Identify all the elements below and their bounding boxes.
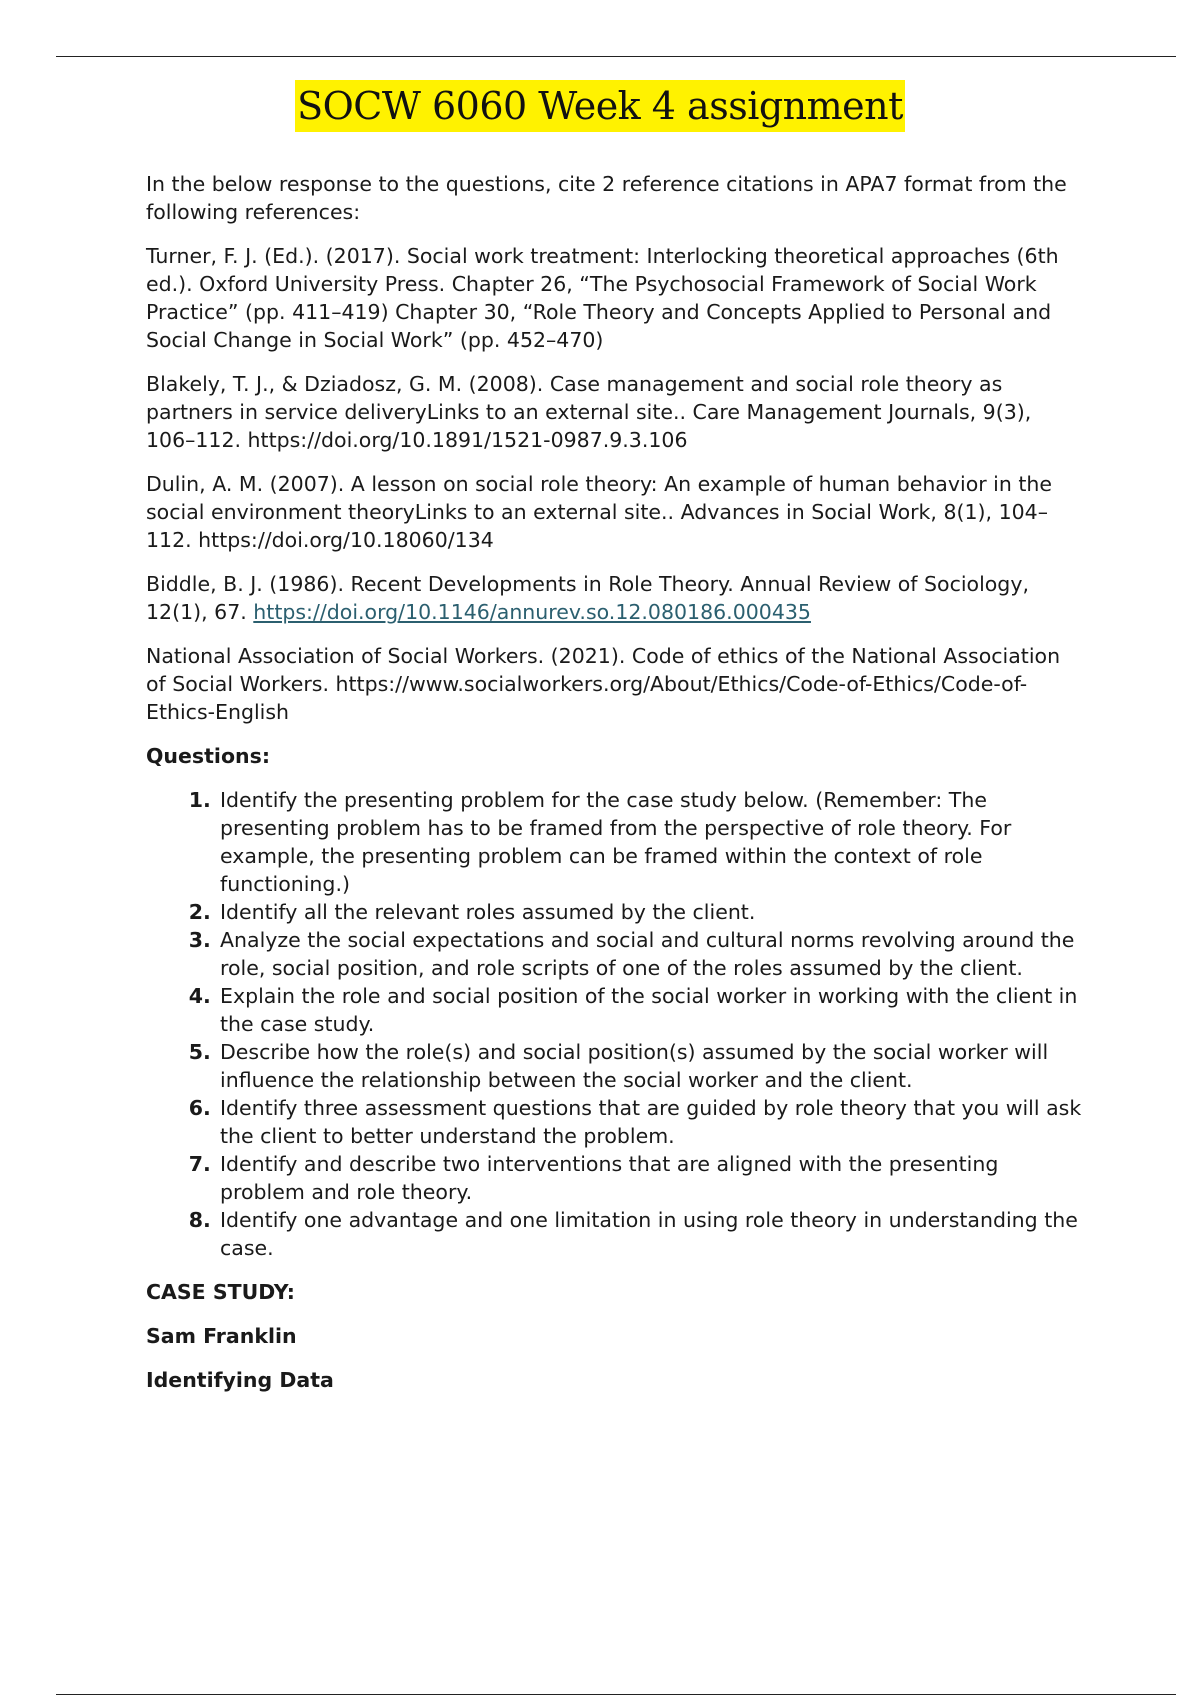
page-title: SOCW 6060 Week 4 assignment <box>295 80 905 132</box>
document-body <box>146 170 1086 1410</box>
question-item: 6. Identify three assessment questions that are guided by role theory that you will ask the client to better understand the problem. <box>218 1094 1086 1150</box>
questions-list <box>146 786 1086 1262</box>
reference-dulin: Dulin, A. M. (2007). A lesson on social role theory: An example of human behavior in the social environment theoryLinks to an external site.. Advances in Social Work, 8(1), 104–112. https://doi.org/10.18060/134 <box>146 472 1053 552</box>
bottom-rule <box>56 1694 1176 1695</box>
questions-heading: Questions: <box>146 744 271 768</box>
question-item: 7. Identify and describe two interventions that are aligned with the presenting problem and role theory. <box>218 1150 1086 1206</box>
reference-nasw: National Association of Social Workers. (2021). Code of ethics of the National Association of Social Workers. https://www.socialworkers.org/About/Ethics/Code-of-Ethics/Code-of-Ethics-English <box>146 644 1061 724</box>
reference-biddle-link[interactable]: https://doi.org/10.1146/annurev.so.12.080186.000435 <box>253 600 811 624</box>
top-rule <box>56 56 1176 57</box>
question-item: 1. Identify the presenting problem for the case study below. (Remember: The presenting problem has to be framed from the perspective of role theory. For example, the presenting problem can be framed within the context of role functioning.) <box>218 786 1086 898</box>
reference-turner: Turner, F. J. (Ed.). (2017). Social work treatment: Interlocking theoretical approaches (6th ed.). Oxford University Press. Chapter 26, “The Psychosocial Framework of Social Work Practice” (pp. 411–419) Chapter 30, “Role Theory and Concepts Applied to Personal and Social Change in Social Work” (pp. 452–470) <box>146 244 1059 352</box>
intro-paragraph: In the below response to the questions, cite 2 reference citations in APA7 format from the following references: <box>146 172 1067 224</box>
question-item: 8. Identify one advantage and one limitation in using role theory in understanding the case. <box>218 1206 1086 1262</box>
question-item: 2. Identify all the relevant roles assumed by the client. <box>218 898 1086 926</box>
question-item: 5. Describe how the role(s) and social position(s) assumed by the social worker will influence the relationship between the social worker and the client. <box>218 1038 1086 1094</box>
reference-blakely: Blakely, T. J., & Dziadosz, G. M. (2008). Case management and social role theory as partners in service deliveryLinks to an external site.. Care Management Journals, 9(3), 106–112. https://doi.org/10.1891/1521-0987.9.3.106 <box>146 372 1032 452</box>
question-item: 3. Analyze the social expectations and social and cultural norms revolving around the role, social position, and role scripts of one of the roles assumed by the client. <box>218 926 1086 982</box>
reference-biddle-text: Biddle, B. J. (1986). Recent Developments in Role Theory. Annual Review of Sociology, 12(1), 67. <box>146 572 1029 624</box>
title-container <box>0 80 1200 132</box>
question-item: 4. Explain the role and social position of the social worker in working with the client in the case study. <box>218 982 1086 1038</box>
case-study-heading: CASE STUDY: <box>146 1280 295 1304</box>
reference-biddle <box>146 570 1086 626</box>
case-name: Sam Franklin <box>146 1324 297 1348</box>
identifying-data-heading: Identifying Data <box>146 1368 334 1392</box>
